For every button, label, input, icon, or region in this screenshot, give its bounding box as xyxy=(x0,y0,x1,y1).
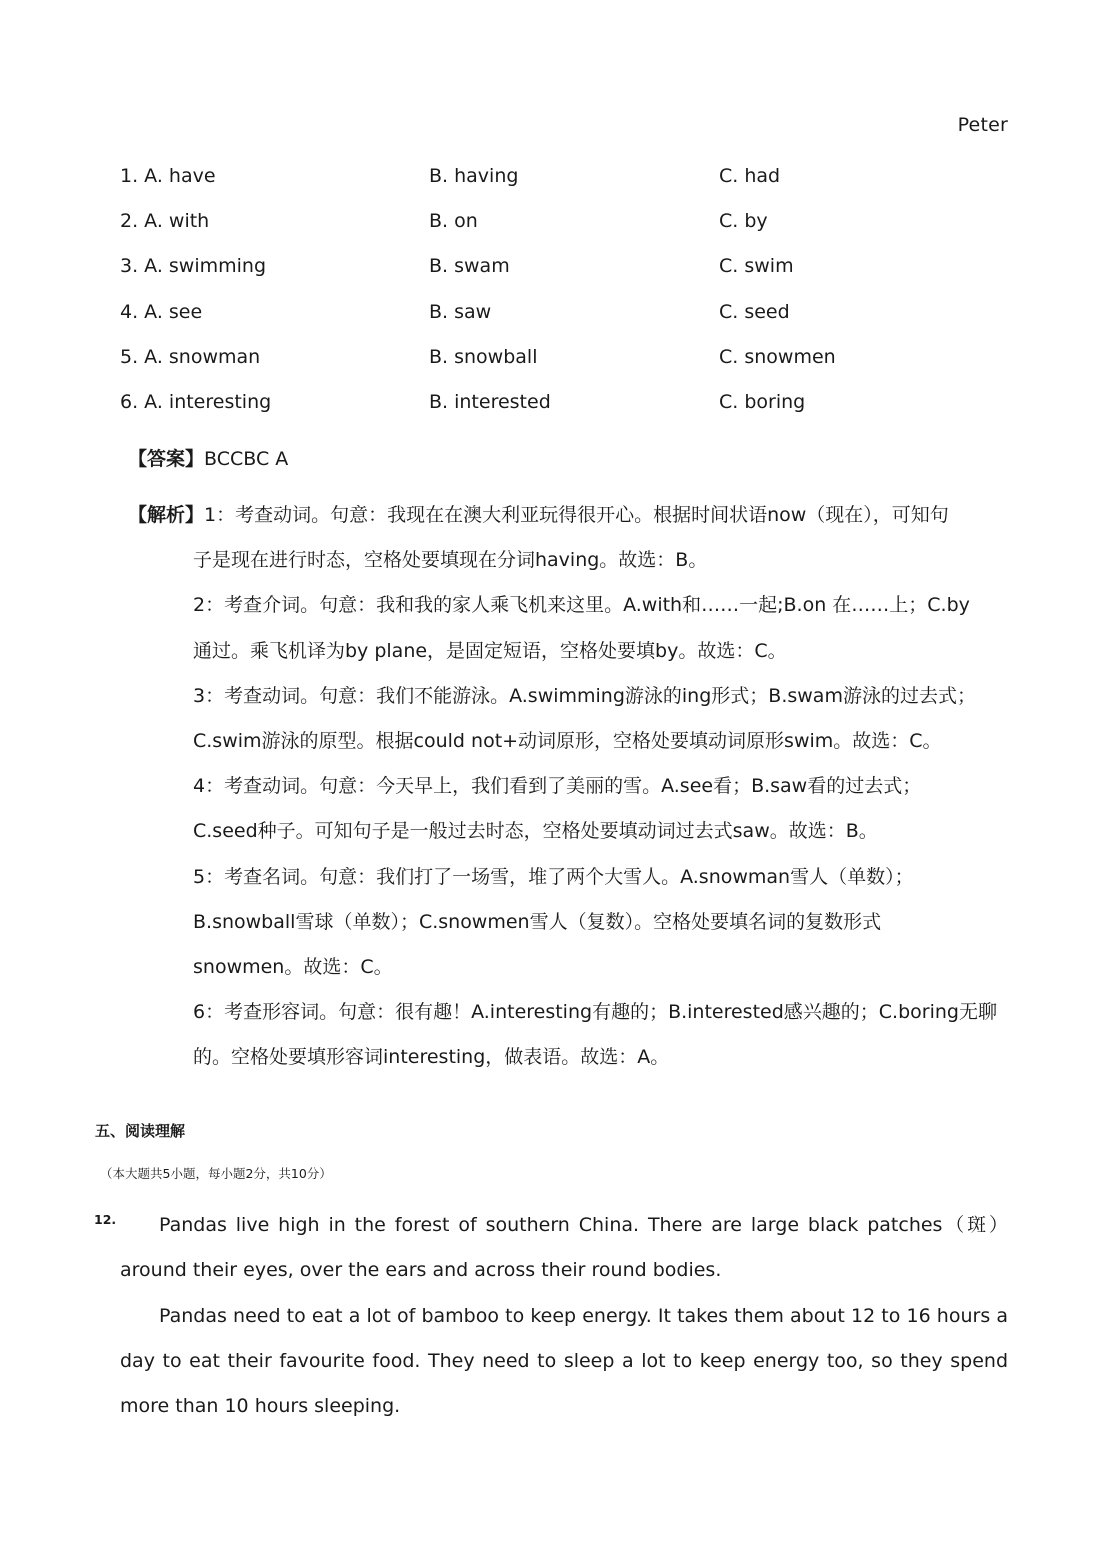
option-row xyxy=(120,153,1020,198)
analysis-line: C.seed种子。可知句子是一般过去时态，空格处要填动词过去式saw。故选：B。 xyxy=(193,820,878,843)
option-c: C. snowmen xyxy=(719,345,836,368)
analysis-block xyxy=(128,497,1008,1084)
option-row xyxy=(120,379,1020,424)
analysis-line: C.swim游泳的原型。根据could not+动词原形，空格处要填动词原形swim。故选：C。 xyxy=(193,729,942,752)
analysis-line: 通过。乘飞机译为by plane，是固定短语，空格处要填by。故选：C。 xyxy=(193,639,787,662)
option-a: 1. A. have xyxy=(120,164,216,187)
option-c: C. boring xyxy=(719,391,806,414)
option-c: C. swim xyxy=(719,255,794,278)
option-a: 2. A. with xyxy=(120,209,210,232)
option-b: B. saw xyxy=(429,300,492,323)
option-c: C. seed xyxy=(719,300,790,323)
passage-paragraph: Pandas need to eat a lot of bamboo to keep energy. It takes them about 12 to 16 hours a day to eat their favourite food. They need to sleep a lot to keep energy too, so they spend more than 10 hours sleeping. xyxy=(120,1304,1008,1418)
analysis-line: 5：考查名词。句意：我们打了一场雪，堆了两个大雪人。A.snowman雪人（单数）； xyxy=(193,865,914,888)
section-title: 五、阅读理解 xyxy=(95,1122,186,1140)
option-b: B. interested xyxy=(429,391,551,414)
option-c: C. by xyxy=(719,209,768,232)
option-row xyxy=(120,334,1020,379)
answer-options xyxy=(120,153,1020,425)
letter-signature: Peter xyxy=(957,114,1008,136)
analysis-text: 1：考查动词。句意：我现在在澳大利亚玩得很开心。根据时间状语now（现在），可知句 xyxy=(204,504,949,526)
analysis-label: 【解析】 xyxy=(128,504,205,526)
answer-label: 【答案】 xyxy=(128,448,205,470)
analysis-line: 6：考查形容词。句意：很有趣！A.interesting有趣的；B.interested感兴趣的；C.boring无聊 xyxy=(193,1001,997,1024)
option-b: B. snowball xyxy=(429,345,538,368)
analysis-line: 子是现在进行时态，空格处要填现在分词having。故选：B。 xyxy=(193,549,708,572)
option-c: C. had xyxy=(719,164,781,187)
reading-passage xyxy=(120,1203,1008,1429)
section-note: （本大题共5小题，每小题2分，共10分） xyxy=(100,1166,332,1181)
answer-block xyxy=(128,444,288,471)
analysis-line: B.snowball雪球（单数）；C.snowmen雪人（复数）。空格处要填名词的复数形式 xyxy=(193,910,882,933)
analysis-line: 的。空格处要填形容词interesting，做表语。故选：A。 xyxy=(193,1046,670,1069)
option-row xyxy=(120,244,1020,289)
analysis-line: 3：考查动词。句意：我们不能游泳。A.swimming游泳的ing形式；B.swam游泳的过去式； xyxy=(193,684,976,707)
analysis-line xyxy=(128,497,1008,542)
answer-value: BCCBC A xyxy=(204,448,289,470)
option-a: 5. A. snowman xyxy=(120,345,261,368)
question-number: 12. xyxy=(94,1212,117,1227)
option-a: 6. A. interesting xyxy=(120,391,272,414)
analysis-line: snowmen。故选：C。 xyxy=(193,955,393,978)
passage-paragraph: Pandas live high in the forest of southern China. There are large black patches（斑）around their eyes, over the ears and across their round bodies. xyxy=(120,1214,1008,1282)
option-a: 3. A. swimming xyxy=(120,255,267,278)
option-b: B. on xyxy=(429,209,478,232)
option-b: B. swam xyxy=(429,255,510,278)
option-b: B. having xyxy=(429,164,519,187)
analysis-line: 2：考查介词。句意：我和我的家人乘飞机来这里。A.with和……一起;B.on 在……上；C.by xyxy=(193,594,970,617)
option-row xyxy=(120,289,1020,334)
option-row xyxy=(120,198,1020,243)
option-a: 4. A. see xyxy=(120,300,203,323)
analysis-line: 4：考查动词。句意：今天早上，我们看到了美丽的雪。A.see看；B.saw看的过去式； xyxy=(193,775,922,798)
